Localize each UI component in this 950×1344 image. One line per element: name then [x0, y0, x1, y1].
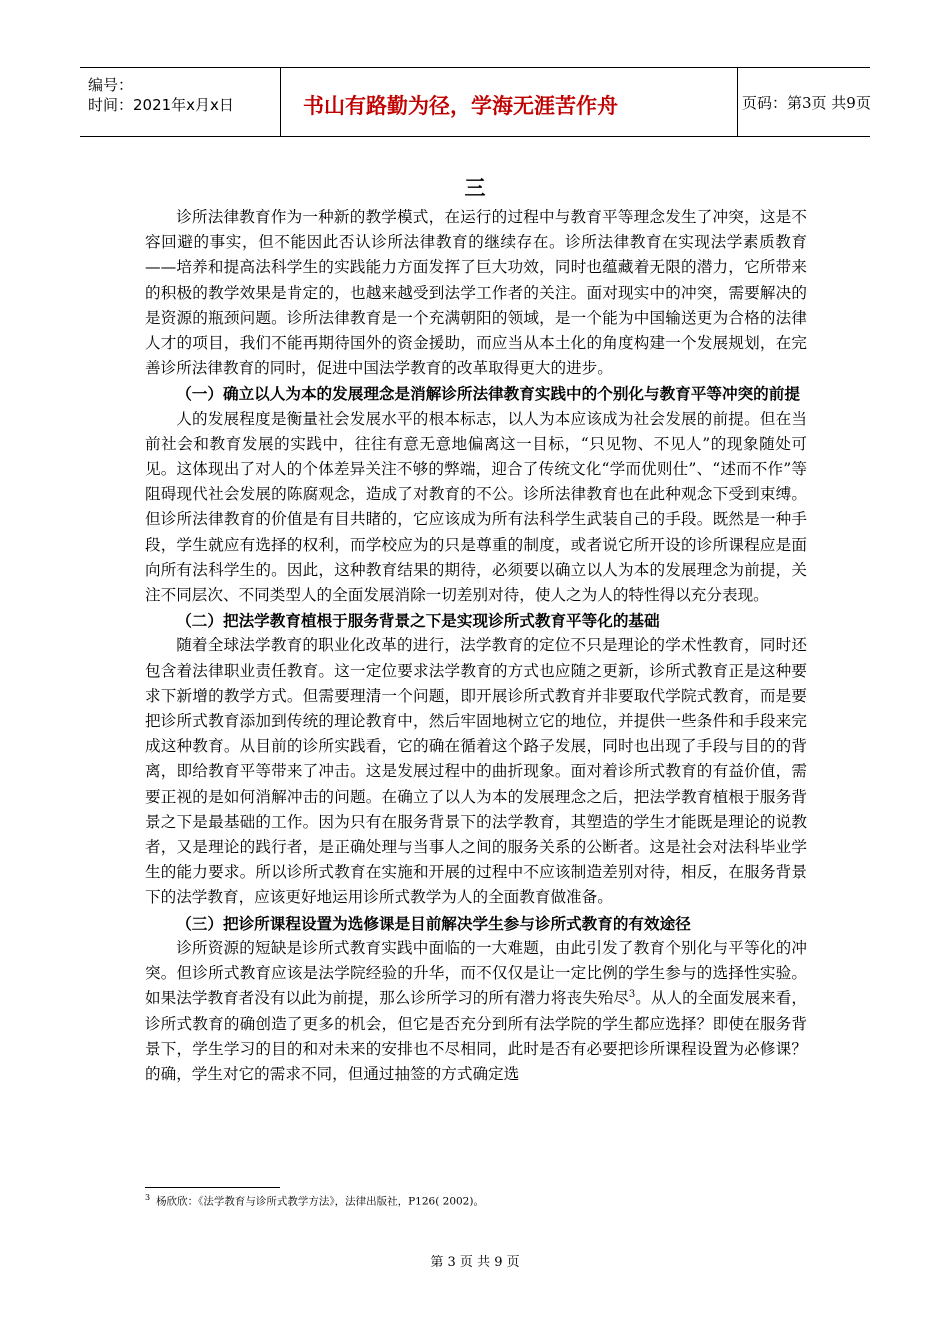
footnote-divider	[145, 1187, 280, 1188]
footnote-text: 杨欣欣：《法学教育与诊所式教学方法》，法律出版社，P126( 2002)。	[156, 1195, 484, 1208]
header-motto: 书山有路勤为径，学海无涯苦作舟	[303, 94, 618, 118]
section-title: 三	[464, 175, 486, 200]
paragraph: 人的发展程度是衡量社会发展水平的根本标志，以人为本应该成为社会发展的前提。但在当前社会和教育发展的实践中，往往有意无意地偏离这一目标，“只见物、不见人”的现象随处可见。这体现出了对人的个体差异关注不够的弊端，迎合了传统文化“学而优则仕”、“述而不作”等阻碍现代社会发展的陈腐观念，造成了对教育的不公。诊所法律教育也在此种观念下受到束缚。但诊所法律教育的价值是有目共睹的，它应该成为所有法科学生武装自己的手段。既然是一种手段，学生就应有选择的权利，而学校应为的只是尊重的制度，或者说它所开设的诊所课程应是面向所有法科学生的。因此，这种教育结果的期待，必须要以确立以人为本的发展理念为前提，关注不同层次、不同类型人的全面发展消除一切差别对待，使人之为人的特性得以充分表现。	[145, 409, 807, 605]
subsection-heading: （二）把法学教育植根于服务背景之下是实现诊所式教育平等化的基础	[176, 611, 660, 631]
time-label: 时间：2021年x月x日	[88, 96, 234, 114]
header-motto-cell	[280, 68, 738, 136]
paragraph-text: 诊所资源的短缺是诊所式教育实践中面临的一大难题，由此引发了教育个别化与平等化的冲突。但诊所式教育应该是法学院经验的升华，而不仅仅是让一定比例的学生参与的选择性实验。如果法学教育者没有以此为前提，那么诊所学习的所有潜力将丧失殆尽	[145, 938, 807, 1008]
document-header	[80, 67, 870, 137]
footnote-mark: 3	[145, 1193, 151, 1202]
header-page-cell	[738, 68, 870, 136]
paragraph	[145, 936, 807, 1087]
paragraph: 诊所法律教育作为一种新的教学模式，在运行的过程中与教育平等理念发生了冲突，这是不容回避的事实，但不能因此否认诊所法律教育的继续存在。诊所法律教育在实现法学素质教育——培养和提高法科学生的实践能力方面发挥了巨大功效，同时也蕴藏着无限的潜力，它所带来的积极的教学效果是肯定的，也越来越受到法学工作者的关注。面对现实中的冲突，需要解决的是资源的瓶颈问题。诊所法律教育是一个充满朝阳的领域，是一个能为中国输送更为合格的法律人才的项目，我们不能再期待国外的资金援助，而应当从本土化的角度构建一个发展规划，在完善诊所法律教育的同时，促进中国法学教育的改革取得更大的进步。	[145, 208, 807, 378]
page-footer: 第 3 页 共 9 页	[430, 1255, 520, 1270]
body-text	[145, 205, 807, 1087]
subsection-heading: （一）确立以人为本的发展理念是消解诊所法律教育实践中的个别化与教育平等冲突的前提	[176, 384, 800, 404]
footnote	[145, 1193, 484, 1209]
header-page-info: 页码：第3页 共9页	[742, 94, 871, 112]
header-meta-cell	[80, 68, 280, 136]
footnote-reference[interactable]: 3	[628, 989, 636, 1001]
number-label: 编号：	[88, 76, 134, 94]
paragraph: 随着全球法学教育的职业化改革的进行，法学教育的定位不只是理论的学术性教育，同时还包含着法律职业责任教育。这一定位要求法学教育的方式也应随之更新，诊所式教育正是这种要求下新增的教学方式。但需要理清一个问题，即开展诊所式教育并非要取代学院式教育，而是要把诊所式教育添加到传统的理论教育中，然后牢固地树立它的地位，并提供一些条件和手段来完成这种教育。从目前的诊所实践看，它的确在循着这个路子发展，同时也出现了手段与目的的背离，即给教育平等带来了冲击。这是发展过程中的曲折现象。面对着诊所式教育的有益价值，需要正视的是如何消解冲击的问题。在确立了以人为本的发展理念之后，把法学教育植根于服务背景之下是最基础的工作。因为只有在服务背景下的法学教育，其塑造的学生才能既是理论的说教者，又是理论的践行者，是正确处理与当事人之间的服务关系的公断者。这是社会对法科毕业学生的能力要求。所以诊所式教育在实施和开展的过程中不应该制造差别对待，相反，在服务背景下的法学教育，应该更好地运用诊所式教学为人的全面教育做准备。	[145, 636, 807, 907]
paragraph-text-continued: 。从人的全面发展来看，诊所式教育的确创造了更多的机会，但它是否充分到所有法学院的学生都应选择？即使在服务背景下，学生学习的目的和对未来的安排也不尽相同，此时是否有必要把诊所课程设置为必修课？的确，学生对它的需求不同，但通过抽签的方式确定选	[145, 989, 807, 1083]
subsection-heading: （三）把诊所课程设置为选修课是目前解决学生参与诊所式教育的有效途径	[176, 913, 691, 933]
